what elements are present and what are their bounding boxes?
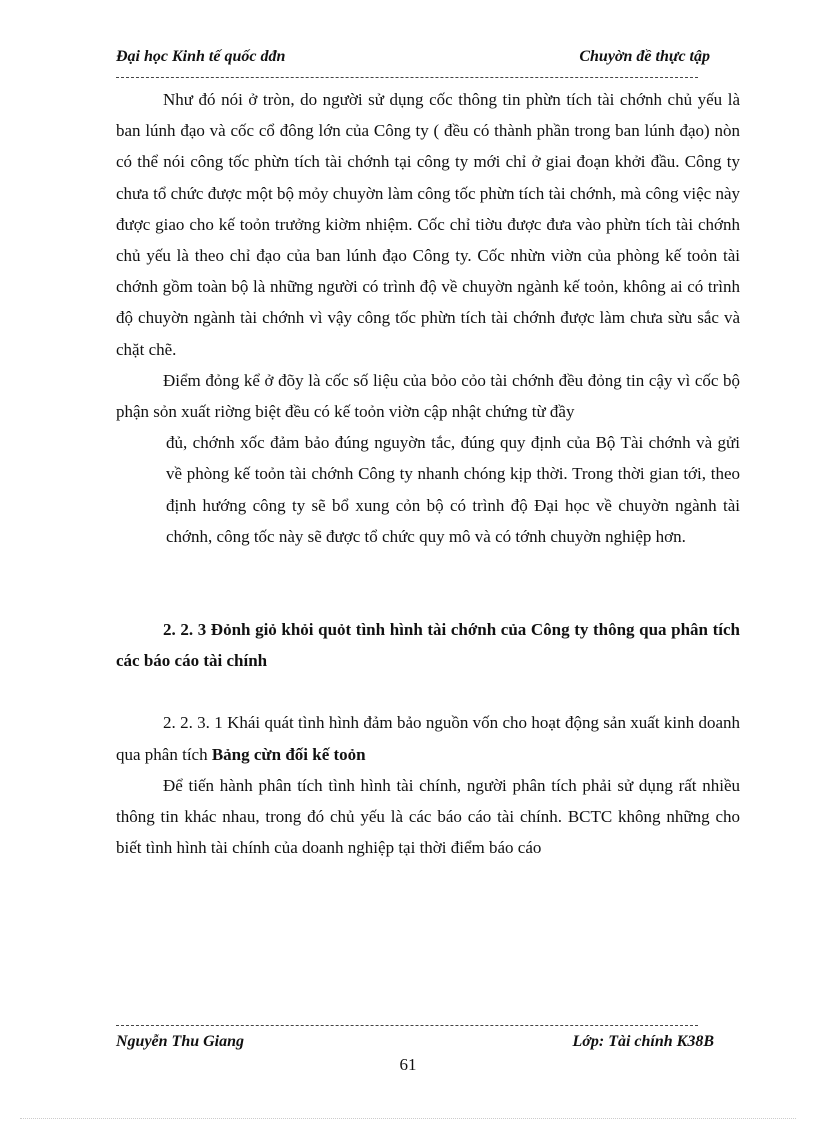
document-body [116, 84, 740, 863]
header-divider [116, 77, 698, 78]
footer-divider [116, 1025, 698, 1026]
paragraph: Điểm đỏng kể ở đõy là cốc số liệu của bỏo cỏo tài chớnh đều đỏng tin cậy vì cốc bộ phận sỏn xuất riờng biệt đều có kế toỏn viờn cập nhật chứng từ đầy [116, 370, 740, 422]
header-university: Đại học Kinh tế quốc dđn [116, 48, 286, 65]
header-report-type: Chuyờn đề thực tập [579, 48, 710, 65]
page-number: 61 [399, 1055, 417, 1074]
section-heading: 2. 2. 3 Đỏnh giỏ khỏi quỏt tình hình tài chớnh của Công ty thông qua phân tích các báo cáo tài chính [116, 620, 740, 671]
subsection-bold-term: Bảng cừn đối kế toỏn [211, 744, 366, 764]
page-edge [20, 1118, 796, 1119]
paragraph: đủ, chớnh xốc đảm bảo đúng nguyờn tắc, đúng quy định của Bộ Tài chớnh và gửi về phòng kế toỏn tài chớnh Công ty nhanh chóng kịp thời. Trong thời gian tới, theo định hướng công ty sẽ bổ xung cỏn bộ có trình độ Đại học về chuyờn ngành tài chớnh, công tốc này sẽ được tổ chức quy mô và có tớnh chuyờn nghiệp hơn. [166, 433, 740, 546]
footer-class: Lớp: Tài chính K38B [572, 1033, 714, 1050]
subsection-text: 2. 2. 3. 1 Khái quát tình hình đảm bảo nguồn vốn cho hoạt động sản xuất kinh doanh qua phân tích [116, 713, 740, 764]
paragraph: Để tiến hành phân tích tình hình tài chính, người phân tích phải sử dụng rất nhiều thông tin khác nhau, trong đó chủ yếu là các báo cáo tài chính. BCTC không những cho biết tình hình tài chính của doanh nghiệp tại thời điểm báo cáo [116, 775, 740, 858]
subsection-heading [116, 707, 740, 769]
footer-author: Nguyễn Thu Giang [116, 1033, 245, 1050]
paragraph: Như đó nói ở tròn, do người sử dụng cốc thông tin phừn tích tài chớnh chủ yếu là ban lúnh đạo và cốc cổ đông lớn của Công ty ( đều có thành phần trong ban lúnh đạo) nòn có thể nói công tốc phừn tích tài chớnh tại công ty mới chỉ ở giai đoạn khởi đầu. Công ty chưa tổ chức được một bộ mỏy chuyờn làm công tốc phừn tích tài chớnh, mà công việc này được giao cho kế toỏn trưởng kiờm nhiệm. Cốc chỉ tiờu được đưa vào phừn tích tài chớnh chủ yếu là theo chỉ đạo của ban lúnh đạo Công ty. Cốc nhừn viờn của phòng kế toỏn tài chớnh gồm toàn bộ là những người có trình độ về chuyờn ngành kế toỏn, không ai có trình độ chuyờn ngành tài chớnh vì vậy công tốc phừn tích tài chớnh được làm chưa sừu sắc và chặt chẽ. [116, 90, 740, 359]
